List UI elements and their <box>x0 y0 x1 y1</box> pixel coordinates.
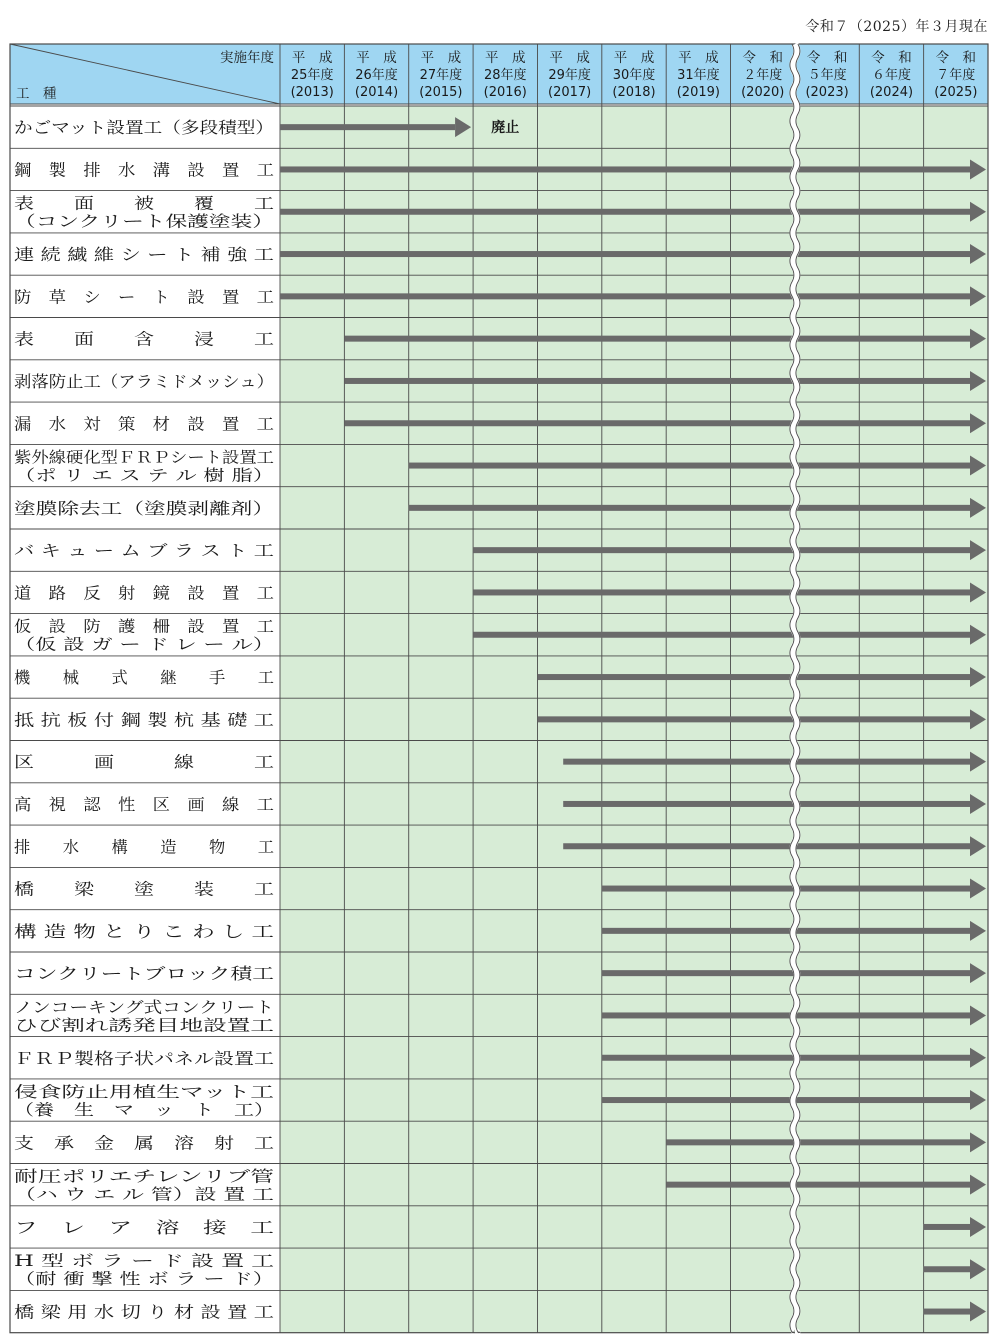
row-label-sub: （耐 衝 撃 性 ボ ラ ー ド） <box>14 1270 274 1289</box>
column-header-era: 平 成 <box>291 50 333 66</box>
row-label: 区 画 線 工 <box>14 752 274 772</box>
arrow-shaft <box>602 1012 970 1018</box>
row-label: 橋 梁 塗 装 工 <box>14 879 274 899</box>
row-label: フ レ ア 溶 接 工 <box>14 1217 274 1237</box>
column-header-year: 30年度 <box>612 68 656 83</box>
corner-label-work-type: 工 種 <box>16 86 57 102</box>
column-header-ad-year: (2017) <box>548 85 592 100</box>
arrow-shaft <box>602 1055 970 1061</box>
row-label: 剥落防止工（アラミドメッシュ） <box>14 371 274 391</box>
row-label: 構 造 物 と り こ わ し 工 <box>14 921 274 941</box>
arrow-shaft <box>344 378 970 384</box>
row-label: H 型 ボ ラ ー ド 設 置 工 <box>14 1252 274 1271</box>
arrow-shaft <box>602 886 970 892</box>
column-header-era: 令 和 <box>871 50 912 66</box>
arrow-shaft <box>344 420 970 426</box>
column-header-ad-year: (2019) <box>676 85 720 100</box>
column-header-era: 令 和 <box>935 50 977 66</box>
arrow-shaft <box>563 843 970 849</box>
row-label-sub: （仮 設 ガ ー ド レ ー ル） <box>14 635 274 654</box>
column-header-era: 平 成 <box>420 50 462 66</box>
column-header-era: 平 成 <box>678 50 719 66</box>
arrow-shaft <box>602 970 970 976</box>
row-label: 支 承 金 属 溶 射 工 <box>14 1133 274 1153</box>
column-header-year: 26年度 <box>355 68 398 83</box>
arrow-shaft <box>280 166 970 172</box>
arrow-shaft <box>473 547 970 553</box>
row-label: 侵食防止用植生マット工 <box>14 1082 274 1101</box>
column-header-ad-year: (2020) <box>741 85 785 100</box>
arrow-shaft <box>280 124 455 130</box>
column-header-year: 29年度 <box>548 68 591 83</box>
arrow-shaft <box>280 293 970 299</box>
column-header-year: ６年度 <box>871 68 911 83</box>
column-header-ad-year: (2018) <box>612 85 656 100</box>
row-label-sub: ひび割れ誘発目地設置工 <box>14 1016 185 1035</box>
column-header-era: 平 成 <box>485 50 526 66</box>
column-header-year: 28年度 <box>483 68 527 83</box>
row-label: 表 面 被 覆 工 <box>14 194 216 213</box>
corner-label-fiscal-year: 実施年度 <box>220 50 274 66</box>
row-label: コンクリートブロック積工 <box>14 964 274 984</box>
arrow-shaft <box>924 1266 970 1272</box>
row-label: 表 面 含 浸 工 <box>14 329 274 349</box>
column-header-era: 平 成 <box>356 50 397 66</box>
arrow-shaft <box>602 928 970 934</box>
column-header-ad-year: (2024) <box>869 85 914 100</box>
arrow-shaft <box>602 1097 970 1103</box>
as-of-date-note: 令和７（2025）年３月現在 <box>805 19 988 35</box>
column-header-ad-year: (2014) <box>354 85 399 100</box>
row-label: バ キ ュ ー ム ブ ラ ス ト 工 <box>14 541 274 561</box>
row-label: 道 路 反 射 鏡 設 置 工 <box>14 583 274 603</box>
column-header-year: ５年度 <box>807 68 847 83</box>
arrow-shaft <box>409 505 970 511</box>
column-header-era: 平 成 <box>549 50 590 66</box>
column-header-era: 令 和 <box>806 50 848 66</box>
row-label: 漏 水 対 策 材 設 置 工 <box>14 414 274 434</box>
row-label: 防 草 シ ー ト 設 置 工 <box>14 287 274 307</box>
column-header-era: 令 和 <box>742 50 783 66</box>
row-label: ノンコーキング式コンクリート <box>14 998 274 1017</box>
row-label-sub: （養 生 マ ッ ト 工） <box>14 1100 274 1119</box>
row-label: 鋼 製 排 水 溝 設 置 工 <box>14 160 274 180</box>
arrow-shaft <box>924 1309 970 1315</box>
arrow-shaft <box>924 1224 970 1230</box>
column-header-ad-year: (2013) <box>290 85 334 100</box>
arrow-shaft <box>563 801 970 807</box>
row-label: 機 械 式 継 手 工 <box>14 668 274 688</box>
row-label-sub: （ポ リ エ ス テ ル 樹 脂） <box>14 466 274 485</box>
arrow-shaft <box>280 251 970 257</box>
arrow-shaft <box>344 336 970 342</box>
column-header-year: 31年度 <box>677 68 720 83</box>
row-label: ＦＲＰ製格子状パネル設置工 <box>14 1048 274 1068</box>
row-label: 紫外線硬化型ＦＲＰシート設置工 <box>14 448 274 467</box>
column-header-ad-year: (2023) <box>805 85 849 100</box>
column-header-year: 25年度 <box>290 68 334 83</box>
row-label: 耐圧ポリエチレンリブ管 <box>14 1167 274 1186</box>
arrow-shaft <box>666 1139 970 1145</box>
arrow-shaft <box>473 632 970 638</box>
row-label: 塗膜除去工（塗膜剥離剤） <box>14 498 274 518</box>
row-label: 仮 設 防 護 柵 設 置 工 <box>14 617 274 636</box>
row-label: 排 水 構 造 物 工 <box>14 837 274 857</box>
row-label: 連 続 繊 維 シ ー ト 補 強 工 <box>14 245 274 265</box>
arrow-shaft <box>666 1182 970 1188</box>
arrow-shaft <box>537 674 970 680</box>
row-label: 抵 抗 板 付 鋼 製 杭 基 礎 工 <box>14 710 274 730</box>
arrow-shaft <box>280 209 970 215</box>
row-label: かごマット設置工（多段積型） <box>14 118 274 138</box>
arrow-shaft <box>409 463 970 469</box>
column-header-year: ７年度 <box>936 68 976 83</box>
arrow-shaft <box>473 589 970 595</box>
column-header-year: 27年度 <box>419 68 463 83</box>
row-note: 廃止 <box>491 120 520 137</box>
column-header-ad-year: (2015) <box>419 85 463 100</box>
arrow-shaft <box>563 759 970 765</box>
row-label-sub: （コンクリート保護塗装） <box>14 212 274 231</box>
row-label: 橋 梁 用 水 切 り 材 設 置 工 <box>14 1302 274 1322</box>
row-label-sub: （ハ ウ エ ル 管）設 置 工 <box>14 1185 274 1204</box>
column-header-ad-year: (2025) <box>934 85 978 100</box>
column-header-era: 平 成 <box>613 50 655 66</box>
column-header-year: ２年度 <box>743 68 783 83</box>
column-header-ad-year: (2016) <box>483 85 527 100</box>
row-label: 高 視 認 性 区 画 線 工 <box>14 794 274 814</box>
arrow-shaft <box>537 716 970 722</box>
